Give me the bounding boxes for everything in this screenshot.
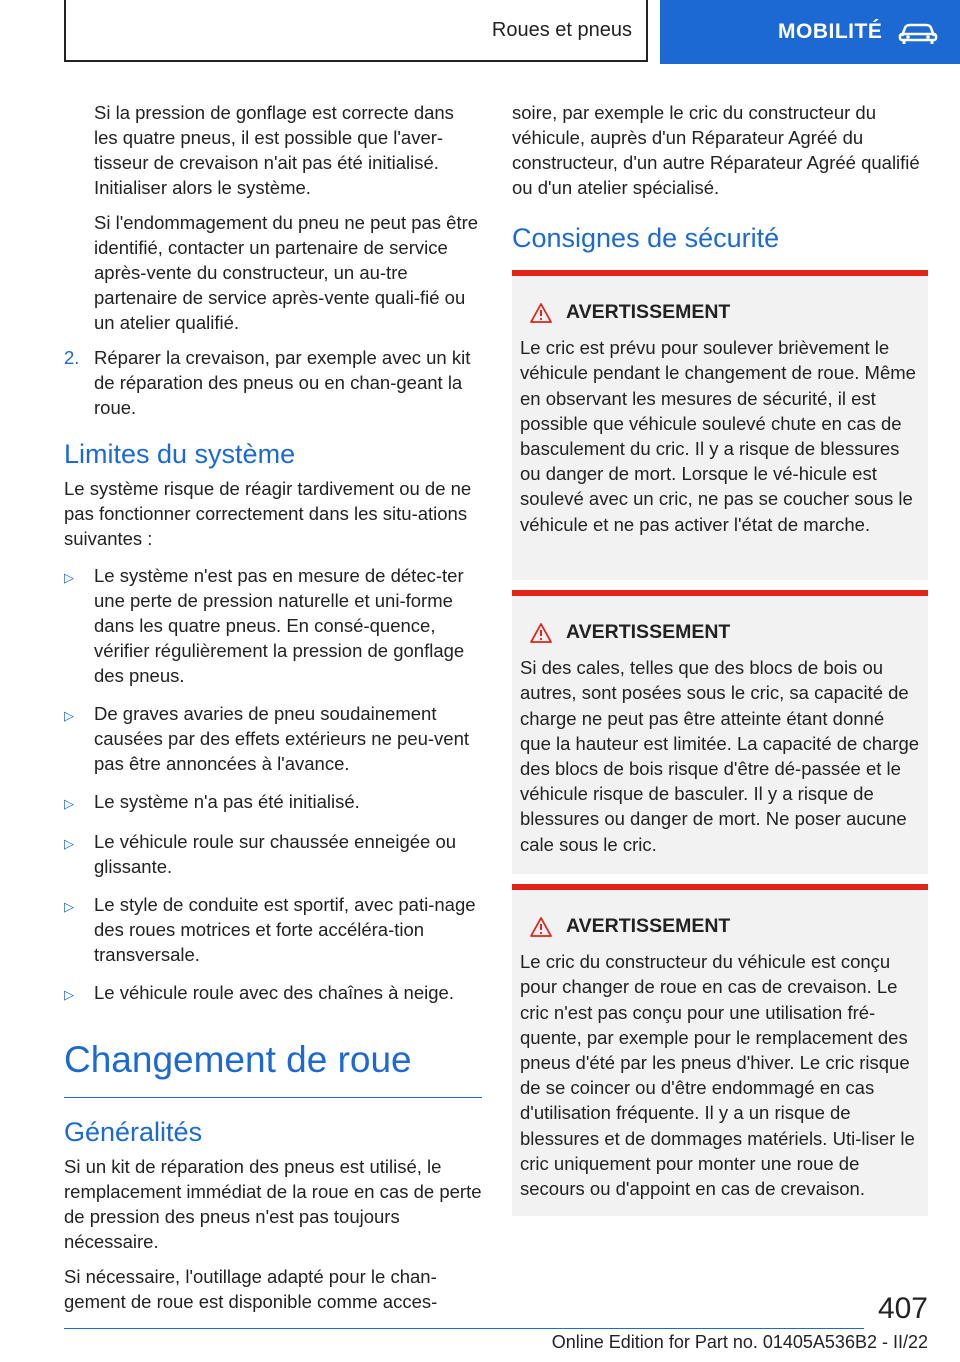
warning-title-text: AVERTISSEMENT: [566, 301, 731, 323]
triangle-bullet-icon: ▷: [64, 987, 74, 1002]
triangle-bullet-icon: ▷: [64, 836, 74, 851]
triangle-bullet-icon: ▷: [64, 708, 74, 723]
warning-triangle-icon: [530, 303, 552, 323]
numbered-step: [64, 345, 482, 420]
list-item-text: Le système n'est pas en mesure de détec-ter une perte de pression naturelle et uni-forme dans les quatre pneus. En consé-quence, vérifier régulièrement la pression de gonflage des pneus.: [94, 565, 465, 686]
triangle-bullet-icon: ▷: [64, 899, 74, 914]
paragraph: Si la pression de gonflage est correcte dans les quatre pneus, il est possible que l'aver-tisseur de crevaison n'ait pas été initialisé. Initialiser alors le système.: [94, 102, 454, 198]
general-heading: Généralités: [64, 1117, 203, 1147]
list-item-text: Le véhicule roule sur chaussée enneigée ou glissante.: [94, 831, 457, 877]
list-item-text: De graves avaries de pneu soudainement causées par des effets extérieurs ne peu-vent pas être annoncées à l'avance.: [94, 703, 470, 774]
warning-triangle-icon: [530, 623, 552, 643]
paragraph: Si l'endommagement du pneu ne peut pas être identifié, contacter un partenaire de service après-vente du constructeur, un au-tre partenaire de service après-vente quali-fié ou un atelier qualifié.: [94, 212, 479, 333]
list-item-text: Le style de conduite est sportif, avec pati-nage des roues motrices et forte accéléra-tion transversale.: [94, 894, 476, 965]
section-tab: [64, 0, 648, 62]
paragraph: Si nécessaire, l'outillage adapté pour le chan-gement de roue est disponible comme acces-: [64, 1266, 438, 1312]
section-heading: Changement de roue: [64, 1037, 482, 1098]
warning-triangle-icon: [530, 917, 552, 937]
section-label: Roues et pneus: [491, 18, 632, 41]
paragraph: Le système risque de réagir tardivement ou de ne pas fonctionner correctement dans les situ-ations suivantes :: [64, 478, 472, 549]
left-column: [64, 100, 482, 1324]
chapter-tab: [660, 0, 960, 64]
warning-text: Le cric est prévu pour soulever brièvement le véhicule pendant le changement de roue. Même en observant les mesures de sécurité, il est possible que véhicule soulevé chute en cas de basculement du cric. Il y a risque de blessures ou danger de mort. Lorsque le vé-hicule est soulevé avec un cric, ne pas se coucher sous le véhicule et ne pas activer l'état de marche.: [520, 337, 916, 535]
limits-list: [64, 563, 482, 1007]
warning-title-text: AVERTISSEMENT: [566, 915, 731, 937]
footer-edition: Online Edition for Part no. 01405A536B2 - II/22: [551, 1332, 928, 1352]
list-item-text: Le système n'a pas été initialisé.: [94, 791, 360, 812]
warning-title: [520, 300, 920, 325]
step-text: Réparer la crevaison, par exemple avec un kit de réparation des pneus ou en chan-geant la roue.: [94, 347, 471, 418]
list-item: [64, 980, 482, 1007]
chapter-label: MOBILITÉ: [778, 20, 883, 43]
warning-text: Si des cales, telles que des blocs de bois ou autres, sont posées sous le cric, sa capacité de charge ne peut pas être atteinte étant donné que la hauteur est limitée. La capacité de charge des blocs de bois risque d'être dé-passée et le véhicule risque de basculer. Il y a risque de blessures ou danger de mort. Ne poser aucune cale sous le cric.: [520, 657, 920, 855]
triangle-bullet-icon: ▷: [64, 796, 74, 811]
paragraph: soire, par exemple le cric du constructeur du véhicule, auprès d'un Réparateur Agréé du constructeur, d'un autre Réparateur Agréé qualifié ou d'un atelier spécialisé.: [512, 102, 920, 198]
page-number: 407: [877, 1292, 928, 1325]
warning-title-text: AVERTISSEMENT: [566, 621, 731, 643]
warning-title: [520, 914, 920, 939]
step-number: 2.: [64, 347, 80, 368]
list-item-text: Le véhicule roule avec des chaînes à neige.: [94, 982, 454, 1003]
warning-box: [512, 884, 928, 1216]
warning-text: Le cric du constructeur du véhicule est conçu pour changer de roue en cas de crevaison. Le cric n'est pas conçu pour une utilisation fré-quente, par exemple pour le remplacement des pneus d'été par les pneus d'hiver. Le cric risque de se coincer ou d'être endommagé en cas d'utilisation fréquente. Il y a un risque de blessures et de dommages matériels. Uti-liser le cric uniquement pour monter une roue de secours ou d'appoint en cas de crevaison.: [520, 951, 915, 1200]
warning-box: [512, 270, 928, 580]
list-item: [64, 892, 482, 967]
footer-divider: [64, 1328, 864, 1329]
list-item: [64, 829, 482, 879]
page-header: [0, 0, 960, 66]
list-item: [64, 563, 482, 688]
list-item: [64, 789, 482, 816]
limits-heading: Limites du système: [64, 439, 296, 469]
warning-title: [520, 620, 920, 645]
car-icon: [898, 20, 938, 44]
right-column: [512, 100, 928, 260]
triangle-bullet-icon: ▷: [64, 570, 74, 585]
safety-heading: Consignes de sécurité: [512, 223, 780, 253]
paragraph: Si un kit de réparation des pneus est utilisé, le remplacement immédiat de la roue en cas de perte de pression des pneus n'est pas toujours nécessaire.: [64, 1156, 482, 1252]
list-item: [64, 701, 482, 776]
warning-box: [512, 590, 928, 874]
